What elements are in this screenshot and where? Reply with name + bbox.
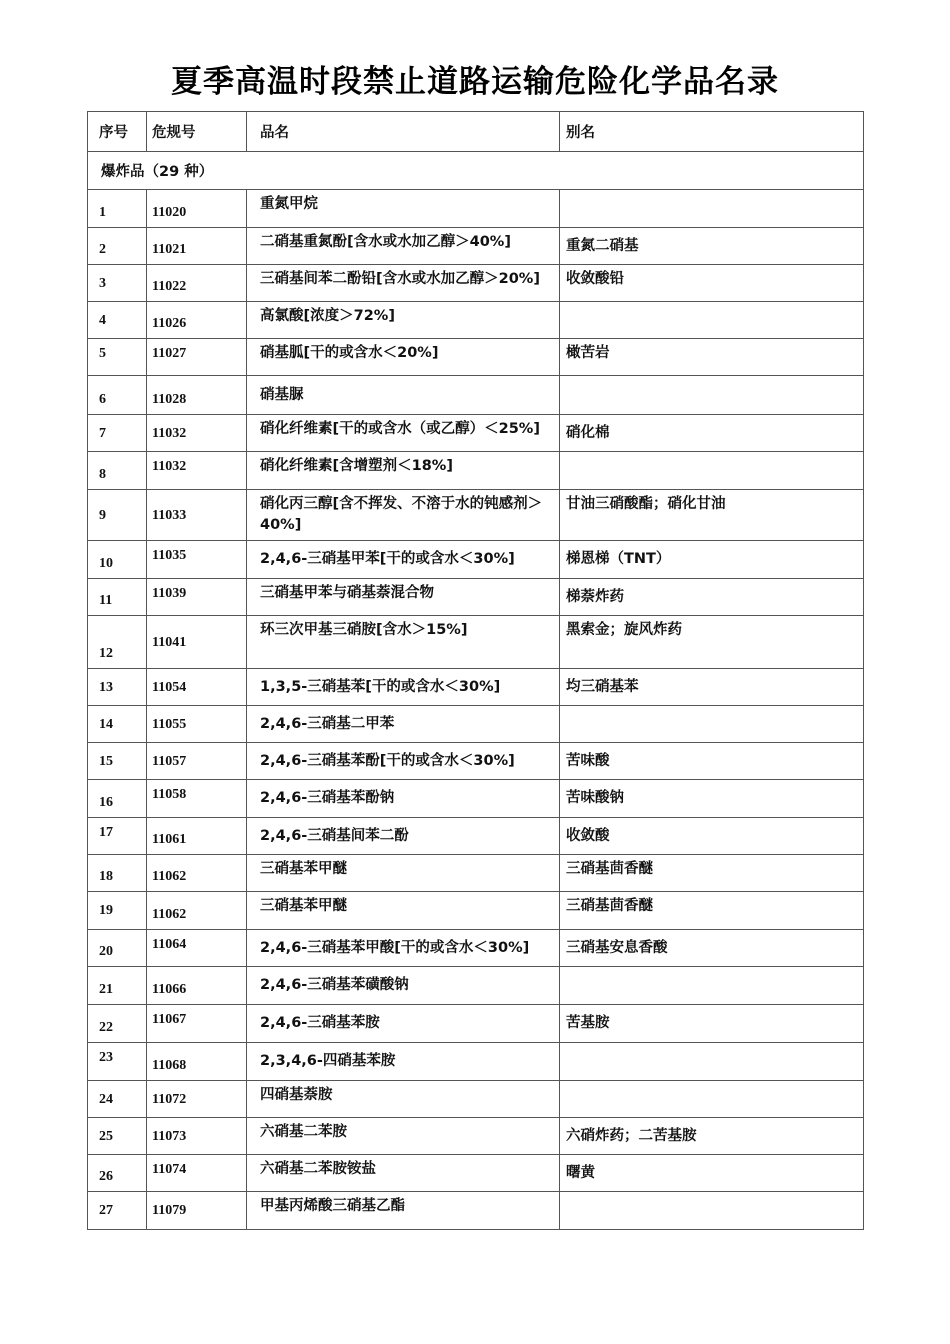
table-row [88, 1192, 864, 1230]
row-code: 11061 [147, 818, 247, 855]
row-number: 2 [88, 228, 147, 265]
row-code: 11032 [147, 452, 247, 490]
row-number: 17 [88, 818, 147, 855]
row-alias [560, 452, 864, 490]
row-name: 2,4,6-三硝基二甲苯 [247, 706, 560, 743]
row-number: 7 [88, 415, 147, 452]
row-name: 2,4,6-三硝基苯酚钠 [247, 780, 560, 818]
row-code: 11022 [147, 265, 247, 302]
row-name: 硝基脲 [247, 376, 560, 415]
row-code: 11033 [147, 490, 247, 541]
row-number: 11 [88, 579, 147, 616]
row-number: 25 [88, 1118, 147, 1155]
row-code: 11079 [147, 1192, 247, 1230]
row-alias [560, 1081, 864, 1118]
row-alias: 曙黄 [560, 1155, 864, 1192]
row-name: 2,4,6-三硝基苯酚[干的或含水＜30%] [247, 743, 560, 780]
row-number: 13 [88, 669, 147, 706]
table-row [88, 1118, 864, 1155]
row-name: 高氯酸[浓度＞72%] [247, 302, 560, 339]
row-code: 11020 [147, 190, 247, 228]
row-alias: 橄苦岩 [560, 339, 864, 376]
table-header-row [88, 112, 864, 152]
row-number: 6 [88, 376, 147, 415]
header-name: 品名 [247, 112, 560, 152]
table-row [88, 265, 864, 302]
row-alias: 苦基胺 [560, 1005, 864, 1043]
row-number: 14 [88, 706, 147, 743]
row-number: 22 [88, 1005, 147, 1043]
row-alias [560, 376, 864, 415]
table-row [88, 376, 864, 415]
row-code: 11062 [147, 855, 247, 892]
row-name: 2,4,6-三硝基苯甲酸[干的或含水＜30%] [247, 930, 560, 967]
row-number: 8 [88, 452, 147, 490]
row-code: 11072 [147, 1081, 247, 1118]
row-alias: 梯恩梯（TNT） [560, 541, 864, 579]
table-row [88, 1081, 864, 1118]
row-code: 11057 [147, 743, 247, 780]
row-name: 六硝基二苯胺 [247, 1118, 560, 1155]
row-name: 环三次甲基三硝胺[含水＞15%] [247, 616, 560, 669]
row-code: 11064 [147, 930, 247, 967]
row-alias: 收敛酸 [560, 818, 864, 855]
row-code: 11067 [147, 1005, 247, 1043]
row-name: 四硝基萘胺 [247, 1081, 560, 1118]
row-code: 11041 [147, 616, 247, 669]
table-row [88, 541, 864, 579]
section-title: 爆炸品（29 种） [88, 152, 864, 190]
row-number: 24 [88, 1081, 147, 1118]
row-alias [560, 967, 864, 1005]
row-name: 重氮甲烷 [247, 190, 560, 228]
row-code: 11068 [147, 1043, 247, 1081]
row-name: 2,4,6-三硝基苯磺酸钠 [247, 967, 560, 1005]
row-alias [560, 1043, 864, 1081]
table-row [88, 415, 864, 452]
row-name: 三硝基甲苯与硝基萘混合物 [247, 579, 560, 616]
row-number: 15 [88, 743, 147, 780]
row-name: 1,3,5-三硝基苯[干的或含水＜30%] [247, 669, 560, 706]
row-name: 2,4,6-三硝基甲苯[干的或含水＜30%] [247, 541, 560, 579]
table-row [88, 930, 864, 967]
row-number: 19 [88, 892, 147, 930]
row-alias: 收敛酸铅 [560, 265, 864, 302]
row-code: 11074 [147, 1155, 247, 1192]
row-alias [560, 190, 864, 228]
row-number: 12 [88, 616, 147, 669]
table-row [88, 452, 864, 490]
row-code: 11054 [147, 669, 247, 706]
row-name: 三硝基苯甲醚 [247, 855, 560, 892]
row-alias: 硝化棉 [560, 415, 864, 452]
row-code: 11058 [147, 780, 247, 818]
row-name: 硝基胍[干的或含水＜20%] [247, 339, 560, 376]
row-name: 甲基丙烯酸三硝基乙酯 [247, 1192, 560, 1230]
row-alias: 六硝炸药；二苦基胺 [560, 1118, 864, 1155]
row-name: 三硝基间苯二酚铅[含水或水加乙醇＞20%] [247, 265, 560, 302]
row-alias [560, 302, 864, 339]
row-number: 9 [88, 490, 147, 541]
row-code: 11028 [147, 376, 247, 415]
table-row [88, 190, 864, 228]
row-alias: 甘油三硝酸酯；硝化甘油 [560, 490, 864, 541]
table-row [88, 669, 864, 706]
row-alias: 三硝基茴香醚 [560, 855, 864, 892]
row-name: 2,3,4,6-四硝基苯胺 [247, 1043, 560, 1081]
table-row [88, 228, 864, 265]
row-alias: 重氮二硝基 [560, 228, 864, 265]
table-row [88, 818, 864, 855]
section-row [88, 152, 864, 190]
row-name: 2,4,6-三硝基苯胺 [247, 1005, 560, 1043]
table-row [88, 1155, 864, 1192]
table-row [88, 855, 864, 892]
row-alias: 黑索金；旋风炸药 [560, 616, 864, 669]
row-number: 23 [88, 1043, 147, 1081]
document-title: 夏季高温时段禁止道路运输危险化学品名录 [171, 64, 779, 100]
header-alias: 别名 [560, 112, 864, 152]
row-code: 11039 [147, 579, 247, 616]
row-name: 硝化纤维素[干的或含水（或乙醇）＜25%] [247, 415, 560, 452]
row-code: 11027 [147, 339, 247, 376]
row-code: 11032 [147, 415, 247, 452]
table-row [88, 1043, 864, 1081]
header-no: 序号 [88, 112, 147, 152]
row-code: 11021 [147, 228, 247, 265]
table-row [88, 1005, 864, 1043]
row-alias: 均三硝基苯 [560, 669, 864, 706]
row-number: 26 [88, 1155, 147, 1192]
row-code: 11062 [147, 892, 247, 930]
row-alias [560, 1192, 864, 1230]
row-number: 16 [88, 780, 147, 818]
row-number: 10 [88, 541, 147, 579]
row-name: 硝化纤维素[含增塑剂＜18%] [247, 452, 560, 490]
table-row [88, 339, 864, 376]
row-alias: 三硝基茴香醚 [560, 892, 864, 930]
row-code: 11066 [147, 967, 247, 1005]
row-code: 11026 [147, 302, 247, 339]
row-number: 20 [88, 930, 147, 967]
row-number: 21 [88, 967, 147, 1005]
row-name: 2,4,6-三硝基间苯二酚 [247, 818, 560, 855]
row-code: 11073 [147, 1118, 247, 1155]
table-row [88, 967, 864, 1005]
row-name: 六硝基二苯胺铵盐 [247, 1155, 560, 1192]
row-code: 11035 [147, 541, 247, 579]
row-alias [560, 706, 864, 743]
row-alias: 梯萘炸药 [560, 579, 864, 616]
row-number: 4 [88, 302, 147, 339]
row-alias: 苦味酸 [560, 743, 864, 780]
row-number: 27 [88, 1192, 147, 1230]
row-number: 18 [88, 855, 147, 892]
row-name: 三硝基苯甲醚 [247, 892, 560, 930]
row-number: 5 [88, 339, 147, 376]
row-name: 二硝基重氮酚[含水或水加乙醇＞40%] [247, 228, 560, 265]
table-row [88, 579, 864, 616]
row-number: 3 [88, 265, 147, 302]
table-row [88, 616, 864, 669]
row-number: 1 [88, 190, 147, 228]
table-row [88, 490, 864, 541]
table-row [88, 780, 864, 818]
table-row [88, 706, 864, 743]
table-row [88, 302, 864, 339]
table-row [88, 743, 864, 780]
row-alias: 三硝基安息香酸 [560, 930, 864, 967]
row-name: 硝化丙三醇[含不挥发、不溶于水的钝感剂＞40%] [247, 490, 560, 541]
table-row [88, 892, 864, 930]
row-alias: 苦味酸钠 [560, 780, 864, 818]
header-code: 危规号 [147, 112, 247, 152]
row-code: 11055 [147, 706, 247, 743]
chemical-list-table [87, 111, 864, 1230]
